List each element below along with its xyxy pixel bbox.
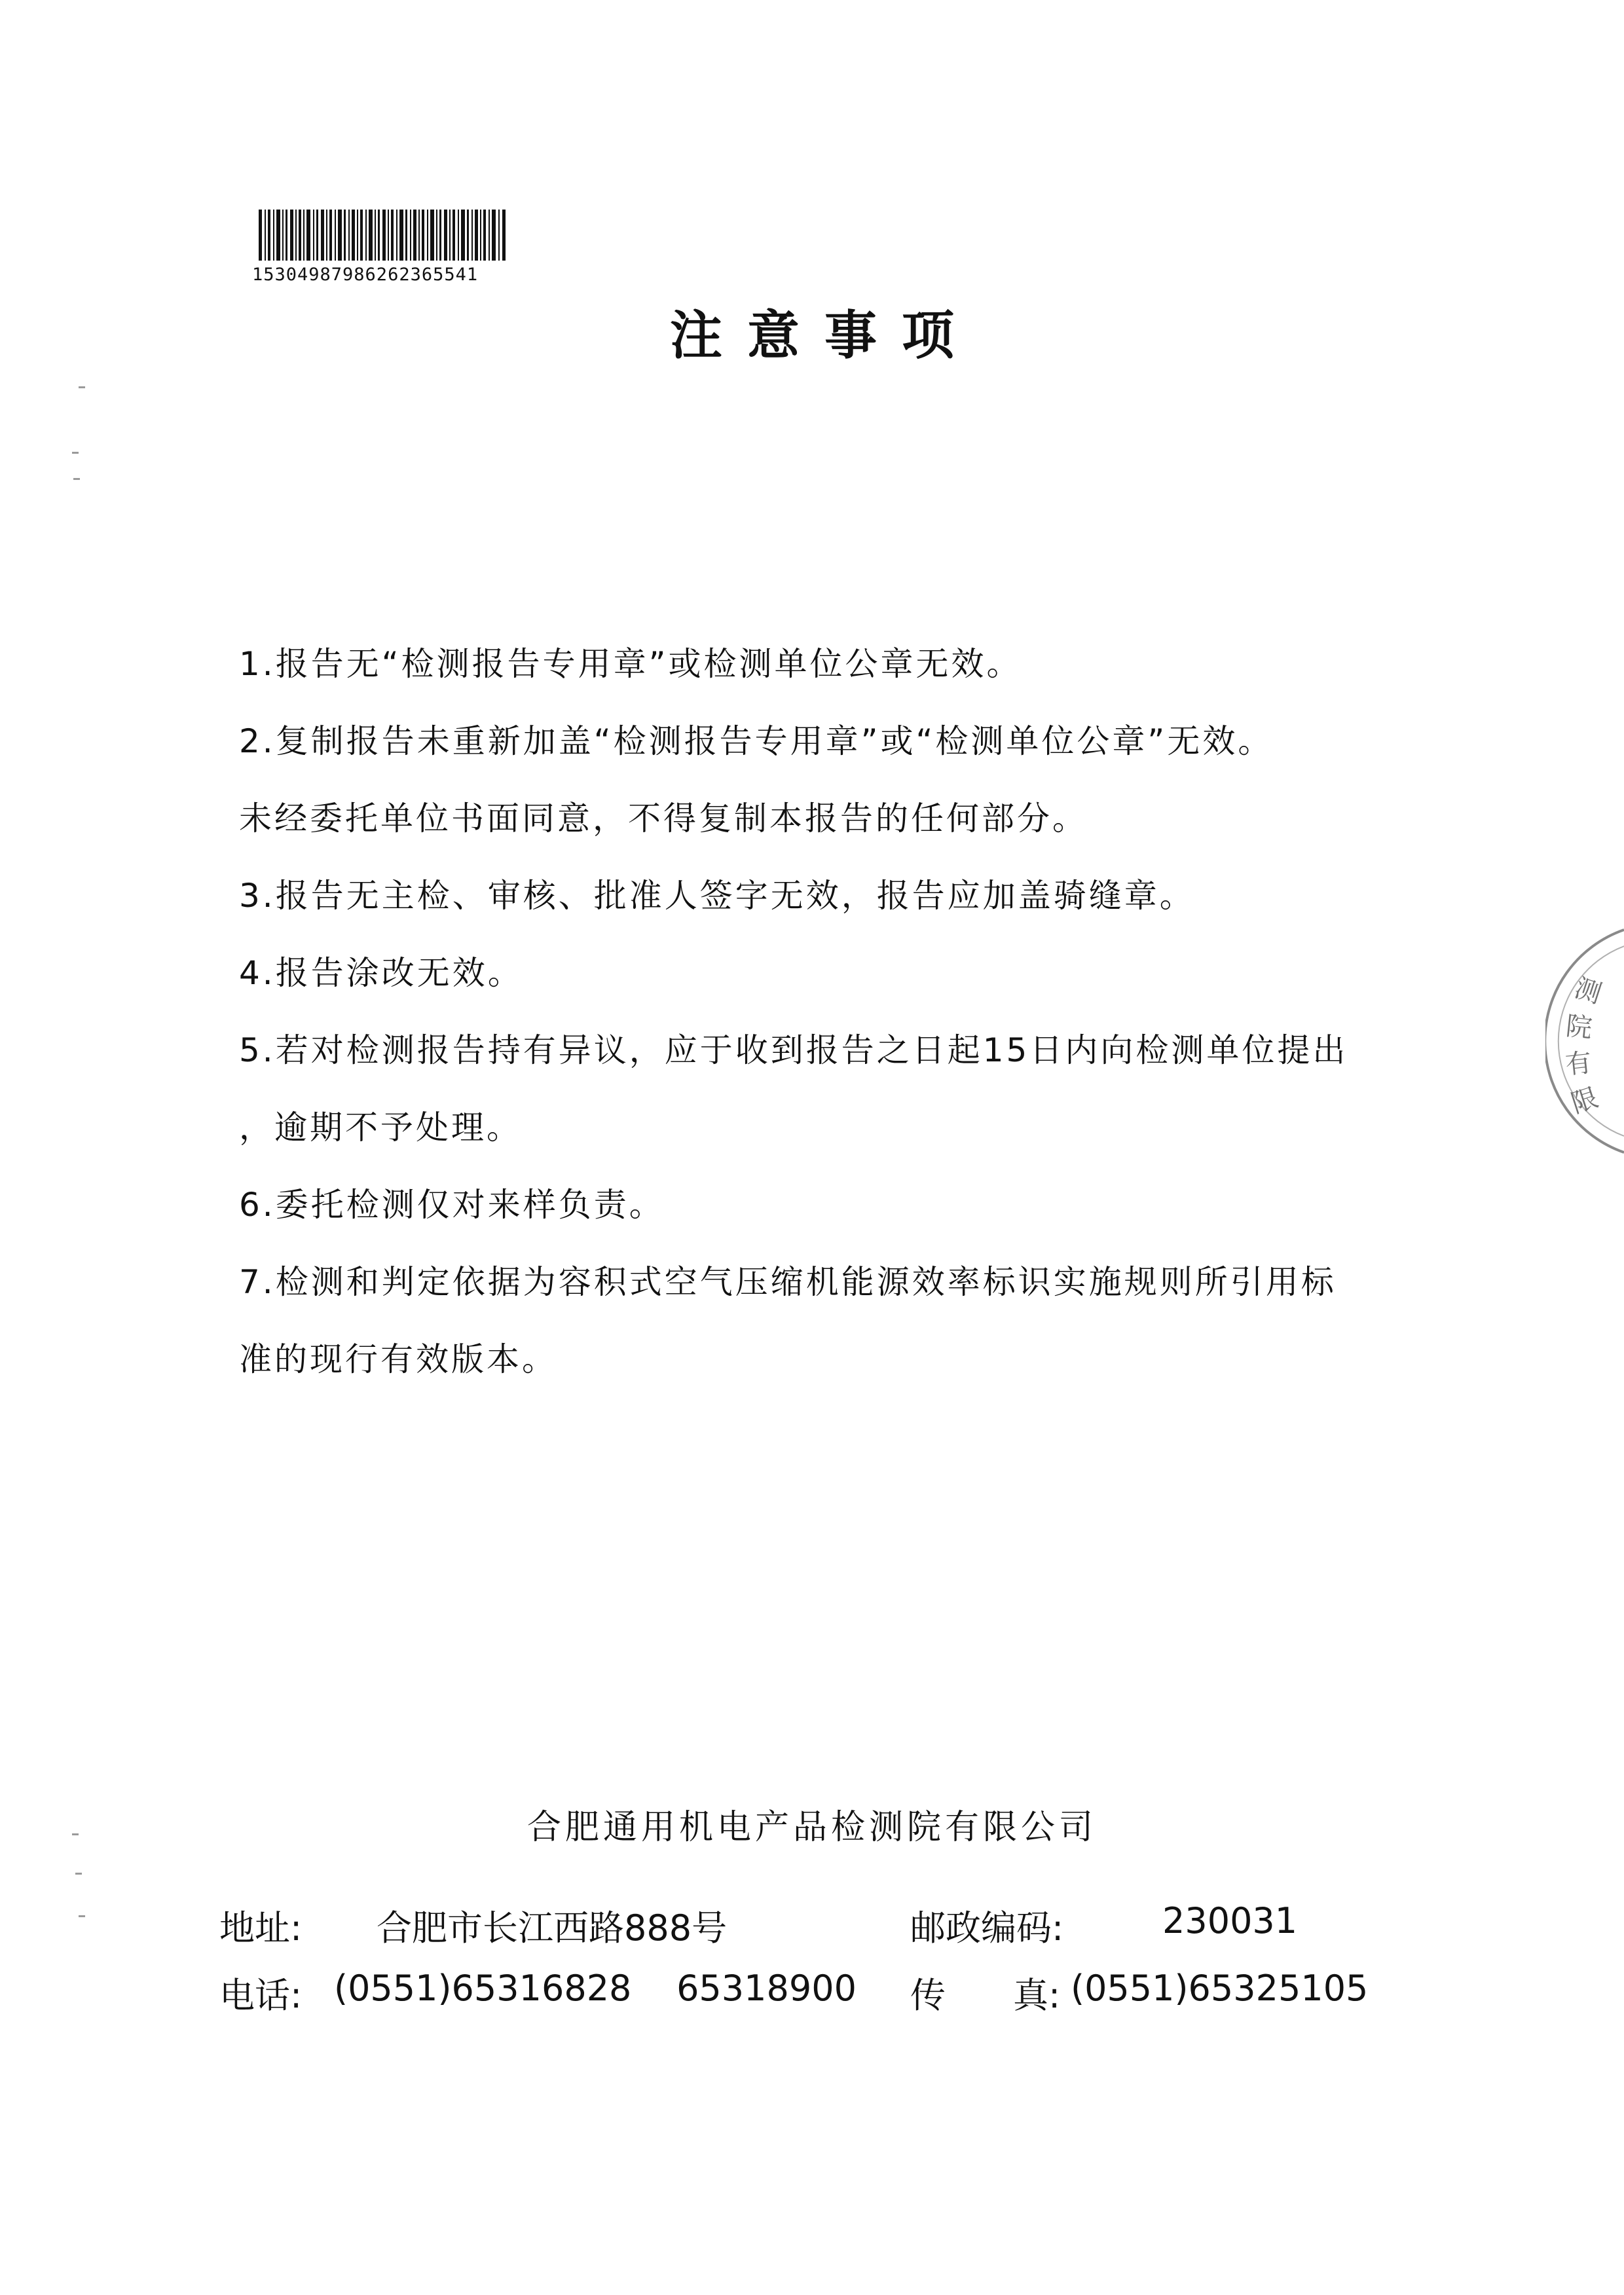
- svg-text:有: 有: [1564, 1048, 1593, 1080]
- note-line: 6.委托检测仅对来样负责。: [239, 1186, 665, 1224]
- address-value: 合肥市长江西路888号: [377, 1907, 728, 1949]
- scan-artifact: [73, 478, 80, 480]
- notes-list: [239, 625, 1392, 1398]
- phone-label: 电话:: [219, 1975, 303, 2016]
- barcode-image: [259, 210, 507, 261]
- address-label: 地址:: [219, 1907, 303, 1949]
- svg-text:限: 限: [1567, 1082, 1602, 1120]
- note-line: 2.复制报告未重新加盖“检测报告专用章”或“检测单位公章”无效。: [239, 722, 1274, 760]
- note-line: 7.检测和判定依据为容积式空气压缩机能源效率标识实施规则所引用标: [239, 1263, 1337, 1301]
- note-line: 3.报告无主检、审核、批准人签字无效，报告应加盖骑缝章。: [239, 877, 1195, 915]
- phone-value: (0551)65316828 65318900: [334, 1968, 857, 2009]
- scan-artifact: [79, 386, 85, 388]
- svg-text:测: 测: [1570, 972, 1606, 1010]
- scan-artifact: [75, 1873, 82, 1875]
- page-title: 注意事项: [670, 305, 979, 366]
- note-line: 准的现行有效版本。: [239, 1340, 557, 1378]
- note-line: ，逾期不予处理。: [239, 1109, 522, 1147]
- note-line: 4.报告涂改无效。: [239, 954, 523, 992]
- company-name: 合肥通用机电产品检测院有限公司: [526, 1808, 1097, 1847]
- note-line: 未经委托单位书面同意，不得复制本报告的任何部分。: [239, 799, 1088, 837]
- fax-label: 传 真:: [910, 1975, 1061, 2016]
- postcode-label: 邮政编码:: [910, 1907, 1064, 1949]
- postcode-value: 230031: [1162, 1900, 1298, 1941]
- barcode-block: [252, 210, 514, 285]
- note-line: 5.若对检测报告持有异议，应于收到报告之日起15日内向检测单位提出: [239, 1031, 1348, 1069]
- fax-value: (0551)65325105: [1071, 1968, 1369, 2009]
- svg-text:院: 院: [1564, 1011, 1594, 1044]
- partial-seal-stamp: [1545, 917, 1624, 1166]
- scan-artifact: [72, 452, 79, 454]
- note-line: 1.报告无“检测报告专用章”或检测单位公章无效。: [239, 645, 1022, 683]
- barcode-number: 15304987986262365541: [252, 265, 479, 285]
- scan-artifact: [72, 1833, 79, 1835]
- scan-artifact: [79, 1915, 85, 1917]
